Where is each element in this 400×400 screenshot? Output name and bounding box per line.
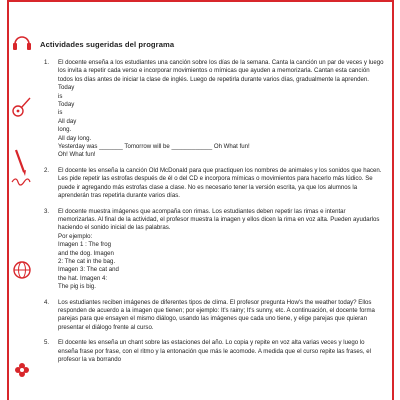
activity-text: Los estudiantes reciben imágenes de diferentes tipos de clima. El profesor pregunta How's the weather today? Ellos responden de acuerdo a la imagen que tienen; por ejemplo: It's rainy; It's sunny, etc. A continuación, el docente forma parejas para que ensayen el mismo diálogo, usando las imágenes que cada uno tiene, y elige parejas que quieran presentar el diálogo frente al curso. [58, 298, 375, 331]
rhyme-line: Por ejemplo: [58, 232, 93, 240]
activity-item-1 [40, 59, 384, 160]
activity-item-3 [40, 208, 384, 292]
song-line: long. [58, 126, 72, 134]
red-border-left [7, 0, 9, 400]
headphones-icon [10, 30, 34, 54]
activity-item-5 [40, 339, 384, 364]
song-line: Today [58, 84, 75, 92]
activity-number: 2. [44, 166, 50, 174]
song-line: Oh! What fun! [58, 151, 96, 159]
rhyme-line: 2: The cat in the bag. [58, 257, 116, 265]
rhyme-line: the hat. Imagen 4: [58, 274, 108, 282]
document-content [40, 40, 384, 371]
song-line: All day [58, 117, 77, 125]
song-line: Yesterday was _______ Tomorrow will be ____________ Oh What fun! [58, 143, 250, 151]
activity-text: El docente muestra imágenes que acompaña con rimas. Los estudiantes deben repetir las rimas e intentar memorizarlas. Al final de la actividad, el profesor muestra la imagen y ellos dicen la rima en voz alta. Pueden ayudarlos haciendo el sonido inicial de las palabras. [58, 207, 380, 232]
activity-text: El docente les enseña un chant sobre las estaciones del año. Lo copia y repite en voz alta varias veces y luego lo enseña frase por frase, con el ritmo y la entonación que más le acomode. A medida que el curso repite las frases, el profesor la va borrando [58, 339, 371, 363]
song-line: is [58, 92, 63, 100]
activity-number: 3. [44, 207, 50, 215]
activity-number: 1. [44, 59, 50, 66]
pencil-icon [10, 148, 34, 192]
song-line: is [58, 109, 63, 117]
globe-icon [10, 258, 34, 282]
rhyme-line: and the dog. Imagen [58, 249, 114, 257]
activity-number: 5. [44, 339, 50, 347]
activity-item-2 [40, 167, 384, 201]
rhyme-line: Imagen 1 : The frog [58, 241, 112, 249]
activity-text: El docente enseña a los estudiantes una canción sobre los días de la semana. Canta la canción un par de veces y luego los invita a repetir cada verso e incorporar movimientos o mímicas que ayuden a memorizarla. Cantan esta canción todos los días antes de iniciar la clase de inglés. Luego de repetirla durante varios días, gradualmente la aprenden. [58, 59, 384, 83]
song-lines [58, 84, 384, 160]
rhyme-line: Imagen 3: The cat and [58, 266, 119, 274]
red-border-right [392, 0, 394, 400]
activity-item-4 [40, 299, 384, 333]
guitar-icon [10, 95, 34, 119]
flower-icon [10, 358, 34, 382]
red-border-top [7, 0, 394, 2]
activity-number: 4. [44, 298, 50, 306]
activity-text: El docente les enseña la canción Old McDonald para que practiquen los nombres de animales y los sonidos que hacen. Les pide repetir las estrofas después de él o del CD e incorpora mímicas o movimientos para hacerlo más lúdico. Se puede ir agregando más estrofas clase a clase. No es necesario tener la versión escrita, ya que los alumnos la aprenderán tras repetirla durante varios días. [58, 166, 382, 200]
rhyme-lines [58, 233, 384, 292]
rhyme-line: The pig is big. [58, 283, 96, 291]
song-line: Today [58, 101, 75, 109]
document-title: Actividades sugeridas del programa [40, 40, 175, 49]
song-line: All day long. [58, 134, 92, 142]
